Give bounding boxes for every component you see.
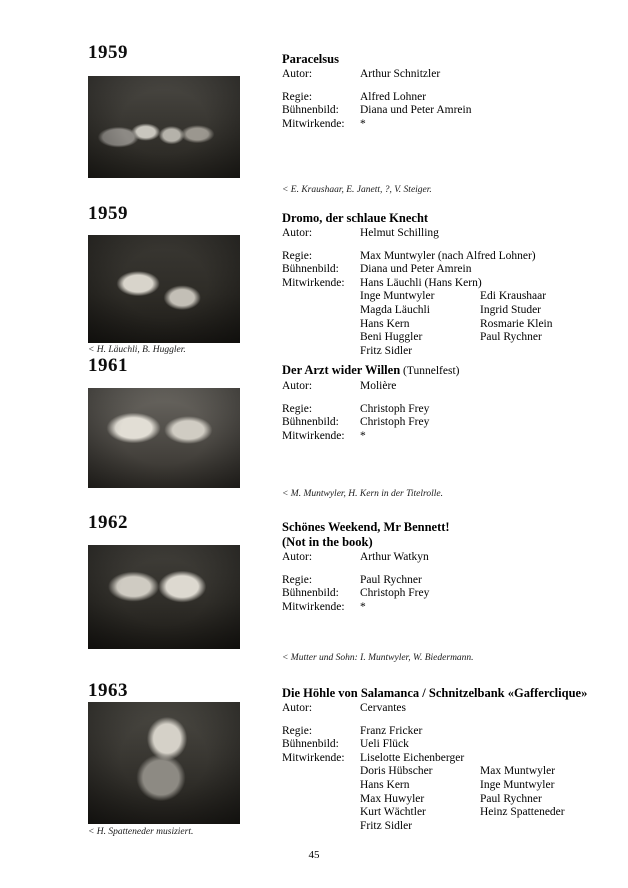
entry-cast-row [282,779,622,793]
cast-name-col2: Paul Rychner [480,792,542,805]
entry-cast-row [282,793,622,807]
row-value [360,416,622,430]
entry-title [282,211,622,226]
row-value [360,277,622,291]
row-value-col1: Ueli Flück [360,738,409,751]
entry-row [282,416,622,430]
entry-row [282,601,622,615]
row-value-col1: * [360,117,366,130]
row-value-col1: Liselotte Eichenberger [360,751,465,764]
production-photo [88,702,240,824]
row-value-col2 [480,738,622,752]
row-value-col1: Paul Rychner [360,573,422,586]
cast-name-col1: Fritz Sidler [360,344,413,357]
entry-rows [282,551,622,614]
row-value-col2 [480,551,622,565]
entry-row [282,263,622,277]
row-label: Mitwirkende: [282,600,345,613]
cast-row-spacer [282,793,360,807]
row-value [360,430,622,444]
production-photo [88,545,240,649]
row-value-col1: Max Muntwyler (nach Alfred Lohner) [360,249,536,262]
entry-rows [282,227,622,358]
photo-vignette [88,702,240,824]
entry-year: 1961 [88,355,128,376]
row-label: Regie: [282,402,313,415]
row-value-col1: Helmut Schilling [360,227,439,239]
cast-row-spacer [282,331,360,345]
entry-info [282,211,622,358]
row-label: Autor: [282,551,313,563]
entry-cast-row [282,331,622,345]
photo-caption: < H. Spatteneder musiziert. [88,827,194,837]
row-label: Bühnenbild: [282,263,339,276]
row-value-col1: Cervantes [360,702,406,714]
entry-cast-row [282,304,622,318]
entry-title [282,52,622,67]
row-value [360,574,622,588]
production-photo [88,388,240,488]
entry-title-text: Die Höhle von Salamanca / Schnitzelbank «Gafferclique» [282,686,588,700]
row-spacer [282,394,622,403]
row-spacer [282,82,622,91]
row-label: Autor: [282,380,313,392]
cast-name-col2: Rosmarie Klein [480,317,553,330]
entry-row [282,68,622,82]
row-value [360,91,622,105]
entry-info [282,520,622,614]
row-value [360,68,622,82]
row-value-col2 [480,227,622,241]
row-label: Bühnenbild: [282,587,339,600]
entry-row [282,104,622,118]
cast-name-col1: Max Huwyler [360,792,425,805]
row-value [360,601,622,615]
row-value-col2 [480,574,622,588]
row-value-col1: Alfred Lohner [360,90,427,103]
row-value-col1: Diana und Peter Amrein [360,104,472,117]
row-value [360,551,622,565]
entry-title-suffix: (Tunnelfest) [400,365,460,377]
entry-row [282,403,622,417]
entry-rows [282,380,622,443]
entry-row [282,752,622,766]
photo-caption: < H. Läuchli, B. Huggler. [88,345,186,355]
row-value-col2 [480,601,622,615]
row-label: Mitwirkende: [282,751,345,764]
cast-name-col1: Kurt Wächtler [360,806,426,819]
entry-row [282,118,622,132]
cast-name-col2: Heinz Spatteneder [480,806,565,819]
entry-row [282,587,622,601]
row-value-col1: Christoph Frey [360,402,430,415]
cast-name-col2: Max Muntwyler [480,765,556,778]
row-value-col2 [480,403,622,417]
cast-name-col1: Inge Muntwyler [360,290,435,303]
row-spacer [282,716,622,725]
row-value-col1: * [360,600,366,613]
row-value-col1: * [360,429,366,442]
entry-cast-row [282,345,622,359]
entry-info [282,52,622,131]
cast-name-col2 [480,345,622,359]
row-label: Regie: [282,724,313,737]
row-label: Regie: [282,90,313,103]
row-value-col1: Christoph Frey [360,587,430,600]
entry-year: 1959 [88,42,128,63]
entry-cast-row [282,765,622,779]
cast-row-spacer [282,290,360,304]
photo-vignette [88,76,240,178]
row-spacer [282,565,622,574]
cast-name-col1: Hans Kern [360,778,410,791]
entry-title [282,363,622,379]
entry-row [282,91,622,105]
row-value-col2 [480,416,622,430]
entry-year: 1959 [88,203,128,224]
row-value [360,263,622,277]
row-value [360,752,622,766]
row-label: Bühnenbild: [282,104,339,117]
entry-row [282,702,622,716]
photo-vignette [88,235,240,343]
row-value [360,587,622,601]
row-value-col2 [480,91,622,105]
row-value [360,118,622,132]
row-label: Bühnenbild: [282,416,339,429]
cast-name-col1: Magda Läuchli [360,303,430,316]
row-value-col1: Arthur Schnitzler [360,68,441,80]
entry-cast-row [282,820,622,834]
entry-rows [282,702,622,833]
row-label: Mitwirkende: [282,117,345,130]
row-value-col2 [480,587,622,601]
row-value [360,725,622,739]
row-value [360,104,622,118]
row-value [360,738,622,752]
row-spacer [282,241,622,250]
row-value-col2 [480,68,622,82]
row-label: Regie: [282,573,313,586]
cast-name-col2: Ingrid Studer [480,303,542,316]
photo-vignette [88,388,240,488]
cast-row-spacer [282,820,360,834]
photo-vignette [88,545,240,649]
cast-name-col2: Paul Rychner [480,331,542,344]
entry-cast-row [282,290,622,304]
cast-row-spacer [282,806,360,820]
entry-title [282,686,622,701]
cast-name-col1: Beni Huggler [360,331,423,344]
row-value-col1: Christoph Frey [360,416,430,429]
row-value [360,250,622,264]
entry-row [282,380,622,394]
row-value-col1: Molière [360,380,397,392]
entry-info [282,363,622,443]
entry-year: 1962 [88,512,128,533]
row-label: Regie: [282,249,313,262]
cast-name-col1: Hans Kern [360,317,410,330]
entry-title [282,520,622,550]
cast-row-spacer [282,765,360,779]
row-value-col2 [480,430,622,444]
row-value [360,403,622,417]
entry-row [282,250,622,264]
cast-name-col1: Doris Hübscher [360,765,433,778]
entry-title-text: Dromo, der schlaue Knecht [282,211,429,225]
row-value [360,702,622,716]
page-number: 45 [308,849,320,861]
row-value-col2 [480,702,622,716]
entry-cast-row [282,318,622,332]
row-label: Mitwirkende: [282,276,345,289]
cast-row-spacer [282,345,360,359]
cast-row-spacer [282,318,360,332]
photo-caption: < M. Muntwyler, H. Kern in der Titelrolle. [282,489,443,499]
entry-title-text: Paracelsus [282,52,339,66]
production-photo [88,76,240,178]
cast-name-col2: Inge Muntwyler [480,778,555,791]
entry-row [282,574,622,588]
photo-caption: < E. Kraushaar, E. Janett, ?, V. Steiger. [282,185,432,195]
row-value [360,227,622,241]
row-value-col1: Franz Fricker [360,724,423,737]
row-value-col2 [480,118,622,132]
entry-row [282,551,622,565]
entry-title-text: Schönes Weekend, Mr Bennett! [282,520,450,534]
entry-row [282,725,622,739]
row-value-col2 [480,725,622,739]
row-value-col1: Hans Läuchli (Hans Kern) [360,276,482,289]
cast-row-spacer [282,779,360,793]
entry-title-subtitle: (Not in the book) [282,535,373,549]
row-label: Autor: [282,68,313,80]
entry-rows [282,68,622,131]
row-value-col1: Arthur Watkyn [360,551,429,563]
entry-cast-row [282,806,622,820]
cast-name-col2: Edi Kraushaar [480,290,547,303]
row-value-col1: Diana und Peter Amrein [360,263,472,276]
row-label: Mitwirkende: [282,429,345,442]
entry-row [282,277,622,291]
entry-title-text: Der Arzt wider Willen [282,363,401,377]
photo-caption: < Mutter und Sohn: I. Muntwyler, W. Biedermann. [282,653,474,663]
cast-name-col2 [480,820,622,834]
production-photo [88,235,240,343]
row-value [360,380,622,394]
row-label: Autor: [282,702,313,714]
entry-row [282,227,622,241]
row-label: Bühnenbild: [282,738,339,751]
entry-year: 1963 [88,680,128,701]
cast-row-spacer [282,304,360,318]
entry-row [282,738,622,752]
cast-name-col1: Fritz Sidler [360,819,413,832]
entry-info [282,686,622,833]
row-value-col2 [480,380,622,394]
entry-row [282,430,622,444]
row-label: Autor: [282,227,313,239]
